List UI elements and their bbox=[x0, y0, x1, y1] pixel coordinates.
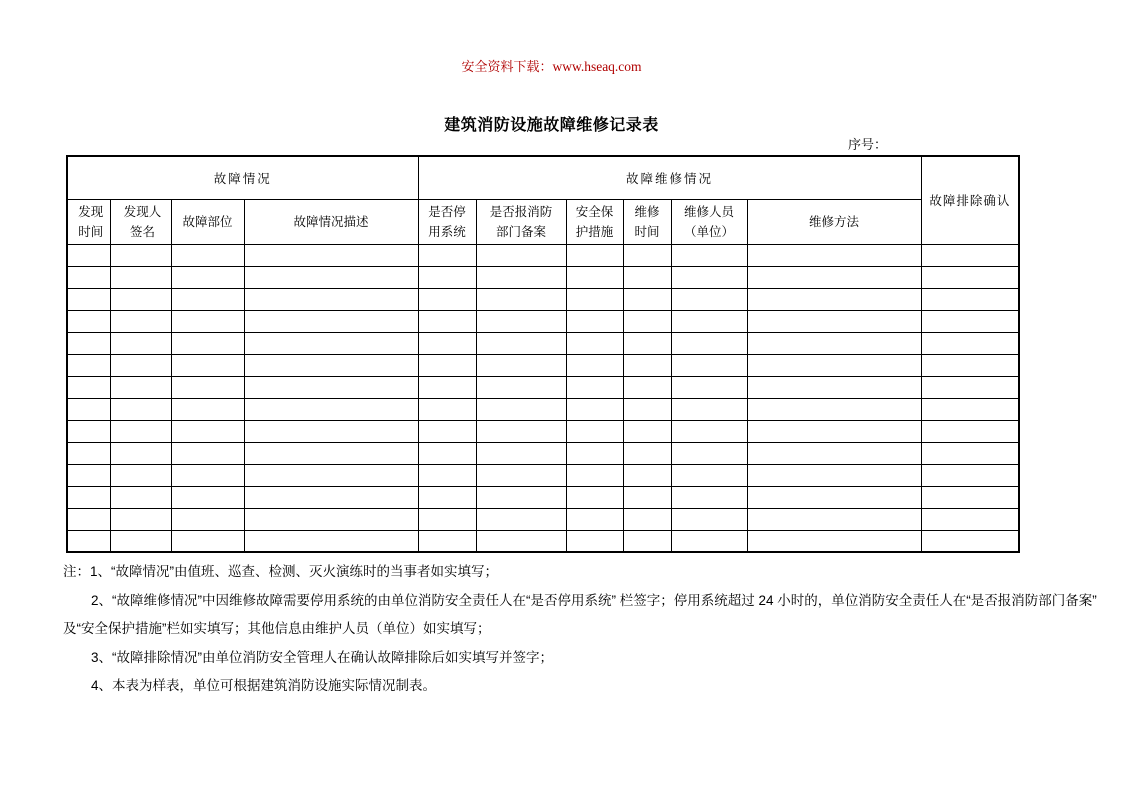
empty-cell bbox=[110, 354, 171, 376]
empty-cell bbox=[476, 442, 566, 464]
empty-cell bbox=[623, 376, 671, 398]
empty-cell bbox=[671, 508, 747, 530]
empty-cell bbox=[476, 332, 566, 354]
empty-cell bbox=[110, 332, 171, 354]
empty-cell bbox=[747, 244, 921, 266]
empty-cell bbox=[476, 530, 566, 552]
empty-cell bbox=[747, 486, 921, 508]
empty-cell bbox=[110, 508, 171, 530]
empty-cell bbox=[747, 310, 921, 332]
table-row bbox=[67, 244, 1019, 266]
empty-cell bbox=[623, 332, 671, 354]
empty-cell bbox=[921, 442, 1019, 464]
empty-cell bbox=[171, 486, 244, 508]
column-header-report-fire-dept: 是否报消防 部门备案 bbox=[476, 199, 566, 244]
table-row bbox=[67, 420, 1019, 442]
empty-cell bbox=[921, 376, 1019, 398]
column-header-repair-method: 维修方法 bbox=[747, 199, 921, 244]
empty-cell bbox=[171, 508, 244, 530]
column-header-row bbox=[67, 199, 1019, 244]
empty-cell bbox=[110, 420, 171, 442]
column-header-fault-location: 故障部位 bbox=[171, 199, 244, 244]
empty-cell bbox=[476, 288, 566, 310]
empty-cell bbox=[171, 310, 244, 332]
empty-cell bbox=[623, 508, 671, 530]
empty-cell bbox=[566, 398, 623, 420]
empty-cell bbox=[747, 464, 921, 486]
column-header-fault-description: 故障情况描述 bbox=[244, 199, 418, 244]
empty-cell bbox=[418, 244, 476, 266]
column-header-repair-personnel: 维修人员 （单位） bbox=[671, 199, 747, 244]
empty-cell bbox=[244, 288, 418, 310]
empty-cell bbox=[67, 354, 110, 376]
empty-cell bbox=[171, 530, 244, 552]
empty-cell bbox=[921, 288, 1019, 310]
column-header-safety-measures: 安全保 护措施 bbox=[566, 199, 623, 244]
group-header-fault: 故障情况 bbox=[67, 156, 418, 199]
empty-cell bbox=[671, 266, 747, 288]
empty-cell bbox=[747, 530, 921, 552]
empty-cell bbox=[67, 398, 110, 420]
empty-cell bbox=[566, 244, 623, 266]
empty-cell bbox=[476, 354, 566, 376]
empty-cell bbox=[110, 288, 171, 310]
empty-cell bbox=[67, 486, 110, 508]
empty-cell bbox=[921, 266, 1019, 288]
empty-cell bbox=[671, 354, 747, 376]
empty-cell bbox=[566, 266, 623, 288]
table-row bbox=[67, 398, 1019, 420]
empty-cell bbox=[171, 442, 244, 464]
empty-cell bbox=[171, 266, 244, 288]
empty-cell bbox=[418, 420, 476, 442]
empty-cell bbox=[171, 288, 244, 310]
empty-cell bbox=[671, 310, 747, 332]
empty-cell bbox=[476, 244, 566, 266]
empty-cell bbox=[110, 464, 171, 486]
empty-cell bbox=[110, 376, 171, 398]
empty-cell bbox=[623, 464, 671, 486]
empty-cell bbox=[747, 332, 921, 354]
empty-cell bbox=[171, 398, 244, 420]
empty-cell bbox=[67, 530, 110, 552]
empty-cell bbox=[110, 310, 171, 332]
group-header-confirm: 故障排除确认 bbox=[921, 156, 1019, 244]
group-header-row bbox=[67, 156, 1019, 199]
empty-cell bbox=[171, 464, 244, 486]
watermark-link[interactable]: www.hseaq.com bbox=[552, 59, 642, 74]
empty-cell bbox=[244, 244, 418, 266]
empty-cell bbox=[476, 486, 566, 508]
empty-cell bbox=[747, 442, 921, 464]
empty-cell bbox=[67, 464, 110, 486]
empty-cell bbox=[566, 442, 623, 464]
empty-cell bbox=[476, 398, 566, 420]
empty-cell bbox=[418, 398, 476, 420]
empty-cell bbox=[476, 376, 566, 398]
column-header-discover-time: 发现 时间 bbox=[67, 199, 110, 244]
table-row bbox=[67, 442, 1019, 464]
empty-cell bbox=[921, 310, 1019, 332]
record-table-body bbox=[67, 244, 1019, 552]
empty-cell bbox=[747, 420, 921, 442]
empty-cell bbox=[418, 310, 476, 332]
column-header-stop-system: 是否停 用系统 bbox=[418, 199, 476, 244]
empty-cell bbox=[476, 266, 566, 288]
empty-cell bbox=[110, 442, 171, 464]
empty-cell bbox=[244, 376, 418, 398]
empty-cell bbox=[671, 288, 747, 310]
empty-cell bbox=[747, 398, 921, 420]
empty-cell bbox=[566, 332, 623, 354]
empty-cell bbox=[623, 266, 671, 288]
empty-cell bbox=[67, 508, 110, 530]
page-title: 建筑消防设施故障维修记录表 bbox=[444, 117, 659, 134]
empty-cell bbox=[418, 376, 476, 398]
empty-cell bbox=[171, 354, 244, 376]
empty-cell bbox=[623, 398, 671, 420]
note-line-5: 4、本表为样表，单位可根据建筑消防设施实际情况制表。 bbox=[91, 678, 437, 693]
empty-cell bbox=[921, 332, 1019, 354]
empty-cell bbox=[171, 332, 244, 354]
empty-cell bbox=[418, 464, 476, 486]
empty-cell bbox=[671, 420, 747, 442]
table-row bbox=[67, 266, 1019, 288]
empty-cell bbox=[623, 354, 671, 376]
empty-cell bbox=[476, 310, 566, 332]
empty-cell bbox=[747, 288, 921, 310]
table-row bbox=[67, 310, 1019, 332]
empty-cell bbox=[671, 464, 747, 486]
group-header-repair: 故障维修情况 bbox=[418, 156, 921, 199]
empty-cell bbox=[244, 508, 418, 530]
empty-cell bbox=[244, 530, 418, 552]
empty-cell bbox=[921, 398, 1019, 420]
empty-cell bbox=[418, 442, 476, 464]
empty-cell bbox=[623, 244, 671, 266]
empty-cell bbox=[566, 508, 623, 530]
empty-cell bbox=[476, 508, 566, 530]
empty-cell bbox=[110, 398, 171, 420]
column-header-repair-time: 维修 时间 bbox=[623, 199, 671, 244]
empty-cell bbox=[244, 420, 418, 442]
empty-cell bbox=[171, 420, 244, 442]
empty-cell bbox=[671, 398, 747, 420]
empty-cell bbox=[921, 464, 1019, 486]
empty-cell bbox=[418, 508, 476, 530]
empty-cell bbox=[418, 288, 476, 310]
empty-cell bbox=[921, 420, 1019, 442]
empty-cell bbox=[110, 244, 171, 266]
empty-cell bbox=[244, 398, 418, 420]
note-line-2: 2、“故障维修情况”中因维修故障需要停用系统的由单位消防安全责任人在“是否停用系统” 栏签字；停用系统超过 24 小时的，单位消防安全责任人在“是否报消防部门备案” bbox=[91, 593, 1097, 608]
empty-cell bbox=[67, 244, 110, 266]
empty-cell bbox=[418, 530, 476, 552]
empty-cell bbox=[476, 420, 566, 442]
empty-cell bbox=[747, 508, 921, 530]
column-header-discoverer-signature: 发现人 签名 bbox=[110, 199, 171, 244]
empty-cell bbox=[623, 486, 671, 508]
empty-cell bbox=[418, 266, 476, 288]
empty-cell bbox=[244, 310, 418, 332]
empty-cell bbox=[566, 486, 623, 508]
empty-cell bbox=[921, 486, 1019, 508]
empty-cell bbox=[566, 376, 623, 398]
empty-cell bbox=[171, 244, 244, 266]
empty-cell bbox=[67, 266, 110, 288]
empty-cell bbox=[244, 486, 418, 508]
table-row bbox=[67, 530, 1019, 552]
empty-cell bbox=[671, 442, 747, 464]
table-row bbox=[67, 508, 1019, 530]
empty-cell bbox=[921, 508, 1019, 530]
table-row bbox=[67, 354, 1019, 376]
empty-cell bbox=[671, 332, 747, 354]
table-row bbox=[67, 332, 1019, 354]
empty-cell bbox=[566, 420, 623, 442]
empty-cell bbox=[566, 354, 623, 376]
serial-number-label: 序号： bbox=[848, 137, 888, 152]
empty-cell bbox=[671, 530, 747, 552]
watermark-prefix: 安全资料下载： bbox=[461, 59, 553, 74]
empty-cell bbox=[747, 354, 921, 376]
empty-cell bbox=[110, 266, 171, 288]
empty-cell bbox=[671, 244, 747, 266]
empty-cell bbox=[623, 420, 671, 442]
empty-cell bbox=[921, 530, 1019, 552]
note-line-3: 及“安全保护措施”栏如实填写；其他信息由维护人员（单位）如实填写； bbox=[63, 621, 491, 636]
empty-cell bbox=[110, 486, 171, 508]
empty-cell bbox=[67, 332, 110, 354]
empty-cell bbox=[171, 376, 244, 398]
empty-cell bbox=[566, 464, 623, 486]
empty-cell bbox=[67, 442, 110, 464]
empty-cell bbox=[921, 244, 1019, 266]
note-line-4: 3、“故障排除情况”由单位消防安全管理人在确认故障排除后如实填写并签字； bbox=[91, 650, 553, 665]
table-row bbox=[67, 376, 1019, 398]
empty-cell bbox=[67, 310, 110, 332]
note-line-1: 注：1、“故障情况”由值班、巡查、检测、灭火演练时的当事者如实填写； bbox=[63, 564, 498, 579]
empty-cell bbox=[67, 376, 110, 398]
empty-cell bbox=[418, 332, 476, 354]
empty-cell bbox=[476, 464, 566, 486]
table-row bbox=[67, 464, 1019, 486]
empty-cell bbox=[623, 288, 671, 310]
empty-cell bbox=[244, 354, 418, 376]
empty-cell bbox=[244, 442, 418, 464]
empty-cell bbox=[921, 354, 1019, 376]
table-row bbox=[67, 288, 1019, 310]
empty-cell bbox=[747, 376, 921, 398]
empty-cell bbox=[244, 266, 418, 288]
empty-cell bbox=[566, 288, 623, 310]
empty-cell bbox=[747, 266, 921, 288]
table-row bbox=[67, 486, 1019, 508]
empty-cell bbox=[671, 376, 747, 398]
empty-cell bbox=[566, 530, 623, 552]
empty-cell bbox=[671, 486, 747, 508]
empty-cell bbox=[623, 442, 671, 464]
empty-cell bbox=[623, 310, 671, 332]
watermark-line bbox=[0, 56, 1103, 75]
fault-repair-record-table bbox=[66, 155, 1020, 553]
empty-cell bbox=[244, 464, 418, 486]
empty-cell bbox=[67, 288, 110, 310]
empty-cell bbox=[67, 420, 110, 442]
empty-cell bbox=[418, 486, 476, 508]
empty-cell bbox=[110, 530, 171, 552]
empty-cell bbox=[566, 310, 623, 332]
empty-cell bbox=[623, 530, 671, 552]
empty-cell bbox=[418, 354, 476, 376]
empty-cell bbox=[244, 332, 418, 354]
